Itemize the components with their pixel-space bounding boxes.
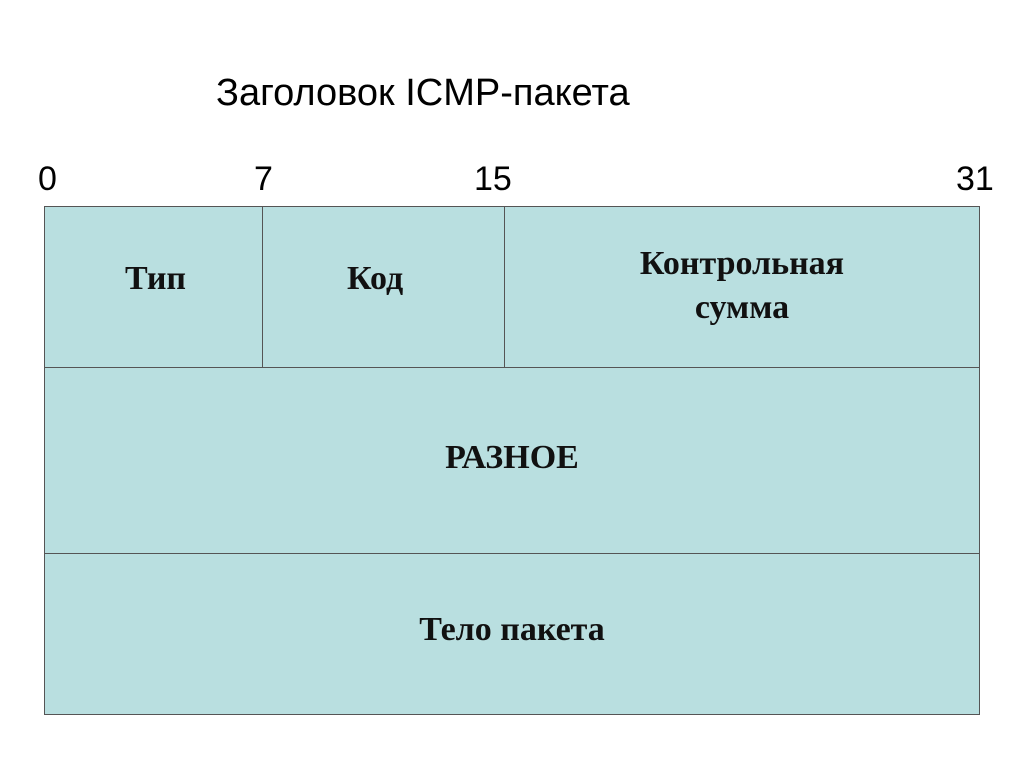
field-checksum-cell: [505, 207, 979, 367]
field-misc-label: РАЗНОЕ: [445, 439, 579, 476]
icmp-header-table: [44, 206, 980, 715]
header-row-body: [45, 554, 979, 714]
bit-marker-31: 31: [956, 160, 994, 198]
field-type-label: Тип: [125, 260, 187, 297]
field-type-cell: [45, 207, 263, 367]
header-row-fields: [45, 207, 979, 368]
field-code-label: Код: [347, 260, 404, 297]
bit-marker-0: 0: [38, 160, 57, 198]
header-row-misc: [45, 368, 979, 554]
bit-marker-7: 7: [254, 160, 273, 198]
diagram-title: Заголовок ICMP-пакета: [216, 72, 630, 114]
field-checksum-label: Контрольная сумма: [639, 245, 845, 326]
bit-marker-15: 15: [474, 160, 512, 198]
field-body-label: Тело пакета: [419, 611, 605, 648]
field-code-cell: [263, 207, 505, 367]
